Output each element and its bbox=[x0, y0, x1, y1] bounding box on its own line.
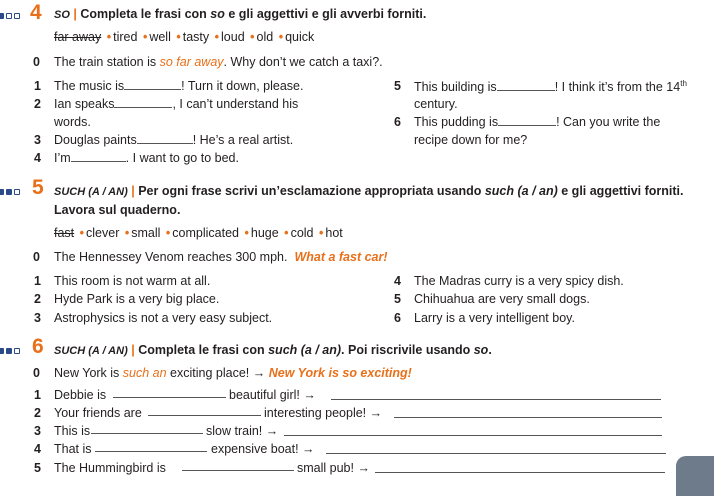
word: far away bbox=[54, 30, 102, 44]
difficulty-dot bbox=[0, 13, 4, 19]
exercise-tag: SO bbox=[54, 9, 70, 21]
difficulty-dot bbox=[0, 189, 4, 195]
exercise-number: 6 bbox=[32, 335, 44, 358]
exercise-tag: SUCH (A / AN) bbox=[54, 186, 128, 198]
exercise-item: This building is ! I think it’s from the 14th bbox=[414, 79, 687, 95]
item-number: 4 bbox=[394, 274, 401, 288]
exercise-instruction-line2: Lavora sul quaderno. bbox=[54, 203, 181, 217]
exercise-tag: SUCH (A / AN) bbox=[54, 345, 128, 357]
difficulty-indicator bbox=[0, 13, 20, 19]
answer-blank[interactable] bbox=[124, 80, 181, 90]
answer-blank[interactable] bbox=[114, 98, 172, 108]
exercise-item-continued: words. bbox=[54, 115, 91, 129]
exercise-item: Hyde Park is a very big place. bbox=[54, 292, 220, 306]
exercise-item: Larry is a very intelligent boy. bbox=[414, 311, 575, 325]
answer-blank[interactable] bbox=[498, 116, 556, 126]
exercise-item: Debbie is bbox=[54, 388, 107, 402]
word: tired bbox=[113, 30, 138, 44]
page-corner-tab bbox=[676, 456, 714, 496]
item-number: 3 bbox=[34, 133, 41, 147]
answer-blank[interactable] bbox=[148, 406, 261, 416]
exercise-item-text: beautiful girl! → bbox=[229, 388, 316, 402]
difficulty-indicator bbox=[0, 348, 20, 354]
word: tasty bbox=[182, 30, 210, 44]
exercise-item: This is bbox=[54, 424, 91, 438]
exercise-item: This pudding is ! Can you write the bbox=[414, 115, 661, 129]
exercise-instruction: SO | Completa le frasi con so e gli aggettivi e gli avverbi forniti. bbox=[54, 7, 427, 21]
word: fast bbox=[54, 226, 75, 240]
item-number: 5 bbox=[394, 292, 401, 306]
example-sentence: The Hennessey Venom reaches 300 mph. What a fast car! bbox=[54, 250, 388, 264]
word: old bbox=[256, 30, 274, 44]
difficulty-dot bbox=[6, 189, 12, 195]
word-bank: fast • clever • small • complicated • huge • cold • hot bbox=[54, 226, 343, 240]
difficulty-dot bbox=[14, 348, 20, 354]
example-number: 0 bbox=[33, 366, 40, 380]
exercise-instruction: SUCH (A / AN) | Completa le frasi con such (a / an). Poi riscrivile usando so. bbox=[54, 343, 492, 357]
item-number: 5 bbox=[34, 461, 41, 475]
rewrite-blank[interactable] bbox=[284, 426, 662, 436]
exercise-item: Chihuahua are very small dogs. bbox=[414, 292, 590, 306]
difficulty-dot bbox=[14, 13, 20, 19]
word: quick bbox=[285, 30, 315, 44]
item-number: 6 bbox=[394, 115, 401, 129]
item-number: 6 bbox=[394, 311, 401, 325]
word: clever bbox=[86, 226, 120, 240]
exercise-item-text: small pub! → bbox=[297, 461, 370, 475]
exercise-item-text: slow train! → bbox=[206, 424, 279, 438]
exercise-item: Douglas paints ! He’s a real artist. bbox=[54, 133, 294, 147]
item-number: 5 bbox=[394, 79, 401, 93]
exercise-item: Ian speaks , I can’t understand his bbox=[54, 97, 299, 111]
difficulty-dot bbox=[0, 348, 4, 354]
word: cold bbox=[290, 226, 314, 240]
rewrite-blank[interactable] bbox=[375, 463, 665, 473]
word: loud bbox=[221, 30, 245, 44]
item-number: 4 bbox=[34, 442, 41, 456]
exercise-item: I’m . I want to go to bed. bbox=[54, 151, 239, 165]
exercise-number: 5 bbox=[32, 176, 44, 199]
item-number: 1 bbox=[34, 388, 41, 402]
word: small bbox=[131, 226, 161, 240]
exercise-item: The Madras curry is a very spicy dish. bbox=[414, 274, 624, 288]
item-number: 3 bbox=[34, 311, 41, 325]
exercise-instruction: SUCH (A / AN) | Per ogni frase scrivi un’esclamazione appropriata usando such (a / an) e gli aggettivi forniti. bbox=[54, 184, 684, 198]
rewrite-blank[interactable] bbox=[394, 408, 662, 418]
answer-blank[interactable] bbox=[91, 424, 203, 434]
example-sentence: New York is such an exciting place! → New York is so exciting! bbox=[54, 366, 412, 380]
item-number: 1 bbox=[34, 79, 41, 93]
answer-blank[interactable] bbox=[137, 134, 193, 144]
word: well bbox=[149, 30, 171, 44]
exercise-item: Your friends are bbox=[54, 406, 142, 420]
separator: | bbox=[131, 343, 135, 357]
difficulty-indicator bbox=[0, 189, 20, 195]
word-bank: far away • tired • well • tasty • loud • old • quick bbox=[54, 30, 315, 44]
exercise-item: The Hummingbird is bbox=[54, 461, 166, 475]
example-number: 0 bbox=[33, 250, 40, 264]
answer-blank[interactable] bbox=[95, 442, 207, 452]
item-number: 2 bbox=[34, 97, 41, 111]
exercise-item-text: expensive boat! → bbox=[211, 442, 315, 456]
exercise-item: The music is ! Turn it down, please. bbox=[54, 79, 304, 93]
item-number: 2 bbox=[34, 292, 41, 306]
example-number: 0 bbox=[33, 55, 40, 69]
exercise-item: That is bbox=[54, 442, 92, 456]
exercise-item-continued: recipe down for me? bbox=[414, 133, 528, 147]
separator: | bbox=[73, 7, 77, 21]
exercise-item: This room is not warm at all. bbox=[54, 274, 211, 288]
word: huge bbox=[250, 226, 279, 240]
difficulty-dot bbox=[6, 348, 12, 354]
word: hot bbox=[325, 226, 343, 240]
answer-blank[interactable] bbox=[182, 461, 294, 471]
difficulty-dot bbox=[6, 13, 12, 19]
exercise-item: Astrophysics is not a very easy subject. bbox=[54, 311, 273, 325]
answer-blank[interactable] bbox=[113, 388, 226, 398]
arrow-icon: → bbox=[252, 366, 266, 380]
separator: | bbox=[131, 184, 135, 198]
difficulty-dot bbox=[14, 189, 20, 195]
item-number: 1 bbox=[34, 274, 41, 288]
word: complicated bbox=[172, 226, 239, 240]
example-sentence: The train station is so far away. Why don’t we catch a taxi?. bbox=[54, 55, 383, 69]
answer-blank[interactable] bbox=[71, 152, 126, 162]
exercise-item-text: interesting people! → bbox=[264, 406, 383, 420]
answer-blank[interactable] bbox=[497, 81, 555, 91]
item-number: 4 bbox=[34, 151, 41, 165]
rewrite-blank[interactable] bbox=[326, 444, 666, 454]
rewrite-blank[interactable] bbox=[331, 390, 661, 400]
exercise-item-continued: century. bbox=[414, 97, 458, 111]
item-number: 2 bbox=[34, 406, 41, 420]
exercise-number: 4 bbox=[30, 1, 42, 24]
item-number: 3 bbox=[34, 424, 41, 438]
